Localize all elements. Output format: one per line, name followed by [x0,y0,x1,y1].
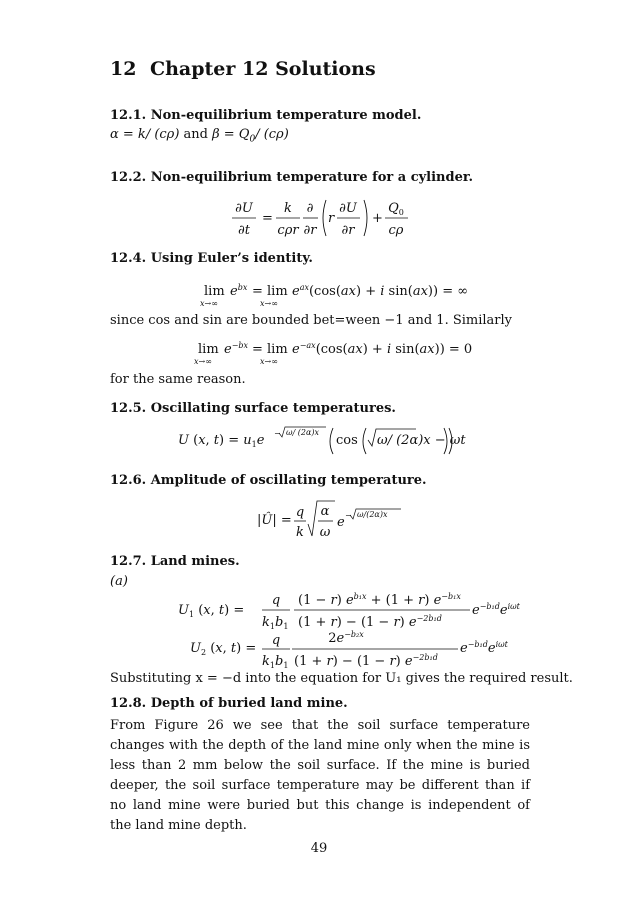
svg-text:cρr: cρr [277,223,299,238]
svg-text:|Û| =: |Û| = [257,513,292,528]
section-heading-12-6: 12.6. Amplitude of oscillating temperature. [110,473,427,488]
svg-text:x→∞: x→∞ [260,299,278,308]
svg-text:e−b₁deiωt: $e^{-b_1d}e^{i\omega t}$ [460,640,508,656]
svg-text:x→∞: x→∞ [194,357,212,366]
section-heading-12-5: 12.5. Oscillating surface temperatures. [110,401,396,416]
part-label-a: (a) [110,574,128,589]
svg-text:ω/(2α)x: ω/(2α)x [357,510,388,519]
equation-12-6 [255,498,405,542]
svg-text:ebx: $e^{bx}$ [230,283,248,299]
svg-text:ω: ω [319,525,331,540]
section-heading-12-8: 12.8. Depth of buried land mine. [110,696,348,711]
equation-12-7-u1 [176,588,520,632]
equation-12-4-b [190,340,473,366]
svg-text:cos: cos [336,433,358,448]
svg-text:∂U: ∂U [339,201,357,216]
svg-text:U1 (x, t) =: $U_1$ (x, t) = [178,603,245,619]
paragraph-12-8: From Figure 26 we see that the soil surface temperature changes with the depth of the land mine only when the mine is less than 2 mm below the soil surface. If the mine is buried deeper, the soil surface temperature may be different than if no land mine were buried but this change is independent of the land mine depth. [110,718,530,833]
svg-text:e−ax(cos(ax) + i sin(ax)) = 0: $e^{-ax}(\cos(ax) + i$ sin(ax)) = 0 [292,341,473,357]
svg-text:=: = [262,211,273,226]
equation-12-5 [176,424,466,456]
equation-12-4-a [196,282,469,308]
chapter-number: 12 [110,58,137,80]
svg-text:∂r: ∂r [303,223,317,238]
text-12-4-bounded: since cos and sin are bounded bet=ween −1 and 1. Similarly [110,313,513,328]
svg-text:−: − [274,429,281,438]
svg-text:k: k [296,525,304,540]
section-heading-12-2: 12.2. Non-equilibrium temperature for a cylinder. [110,170,474,185]
svg-text:ω/ (2α)x: ω/ (2α)x [286,428,320,437]
svg-text:ω/ (2α)x − ωt: ω/ (2α)x − ωt [377,433,466,448]
svg-text:e−bx: $e^{-bx}$ [224,341,249,357]
svg-text:(1 + r) − (1 − r) e−2b₁d: (1 + r) − (1 − r) $e^{-2b_1d}$ [298,614,442,630]
svg-text:lim: lim [204,284,225,299]
svg-text:∂t: ∂t [238,223,250,238]
svg-text:U2 (x, t) =: $U_2$ (x, t) = [190,641,257,657]
text-12-7-substituting: Substituting x = −d into the equation for U₁ gives the required result. [110,671,573,686]
equation-12-1: α = k/ (cρ) and $\beta = Q_0/$ (cρ) [110,127,289,145]
section-heading-12-7: 12.7. Land mines. [110,554,240,569]
svg-text:r: r [328,211,335,226]
svg-text:(1 − r) eb₁x + (1 + r) e−b₁x: (1 − r) $e^{b_1x} + (1 + r)$ $e^{-b_1x}$ [298,592,461,608]
svg-text:k1b1: $k_1b_1$ [262,654,289,670]
svg-text:q: q [271,633,281,648]
svg-text:eax(cos(ax) + i sin(ax)) = ∞: $e^{ax}(\cos(ax) + i$ sin(ax)) = ∞ [292,283,469,299]
svg-text:U (x, t) = u1e: U (x, $t) = u_1e$ [178,433,265,449]
svg-text:α: α [320,504,330,519]
equation-12-7-u2 [188,628,508,672]
svg-text:∂U: ∂U [235,201,253,216]
page-number: 49 [310,841,328,856]
svg-text:(1 + r) − (1 − r) e−2b₁d: (1 + r) − (1 − r) $e^{-2b_1d}$ [294,653,438,669]
chapter-title-text: Chapter 12 Solutions [150,58,376,80]
section-heading-12-4: 12.4. Using Euler’s identity. [110,251,313,266]
svg-text:Q0: $Q_0$ [388,201,404,217]
svg-text:−: − [345,511,352,520]
svg-text:q: q [271,593,281,608]
svg-text:q: q [295,505,305,520]
svg-text:x→∞: x→∞ [200,299,218,308]
svg-text:= lim: = lim [252,342,288,357]
svg-text:x→∞: x→∞ [260,357,278,366]
svg-text:∂r: ∂r [341,223,355,238]
equation-12-2 [230,194,410,242]
svg-text:e: e [337,515,345,530]
chapter-title [110,58,376,80]
svg-text:cρ: cρ [388,223,404,238]
section-heading-12-1: 12.1. Non-equilibrium temperature model. [110,108,422,123]
svg-text:2e−b₂x: $2e^{-b_2x}$ [328,630,364,646]
svg-text:= lim: = lim [252,284,288,299]
svg-text:k: k [284,201,292,216]
svg-text:+: + [372,211,383,226]
svg-text:lim: lim [198,342,219,357]
svg-text:e−b₁deiωt: $e^{-b_1d}e^{i\omega t}$ [472,602,520,618]
text-12-4-same-reason: for the same reason. [110,372,246,387]
svg-text:∂: ∂ [306,201,314,216]
svg-text:k1b1: $k_1b_1$ [262,615,289,631]
